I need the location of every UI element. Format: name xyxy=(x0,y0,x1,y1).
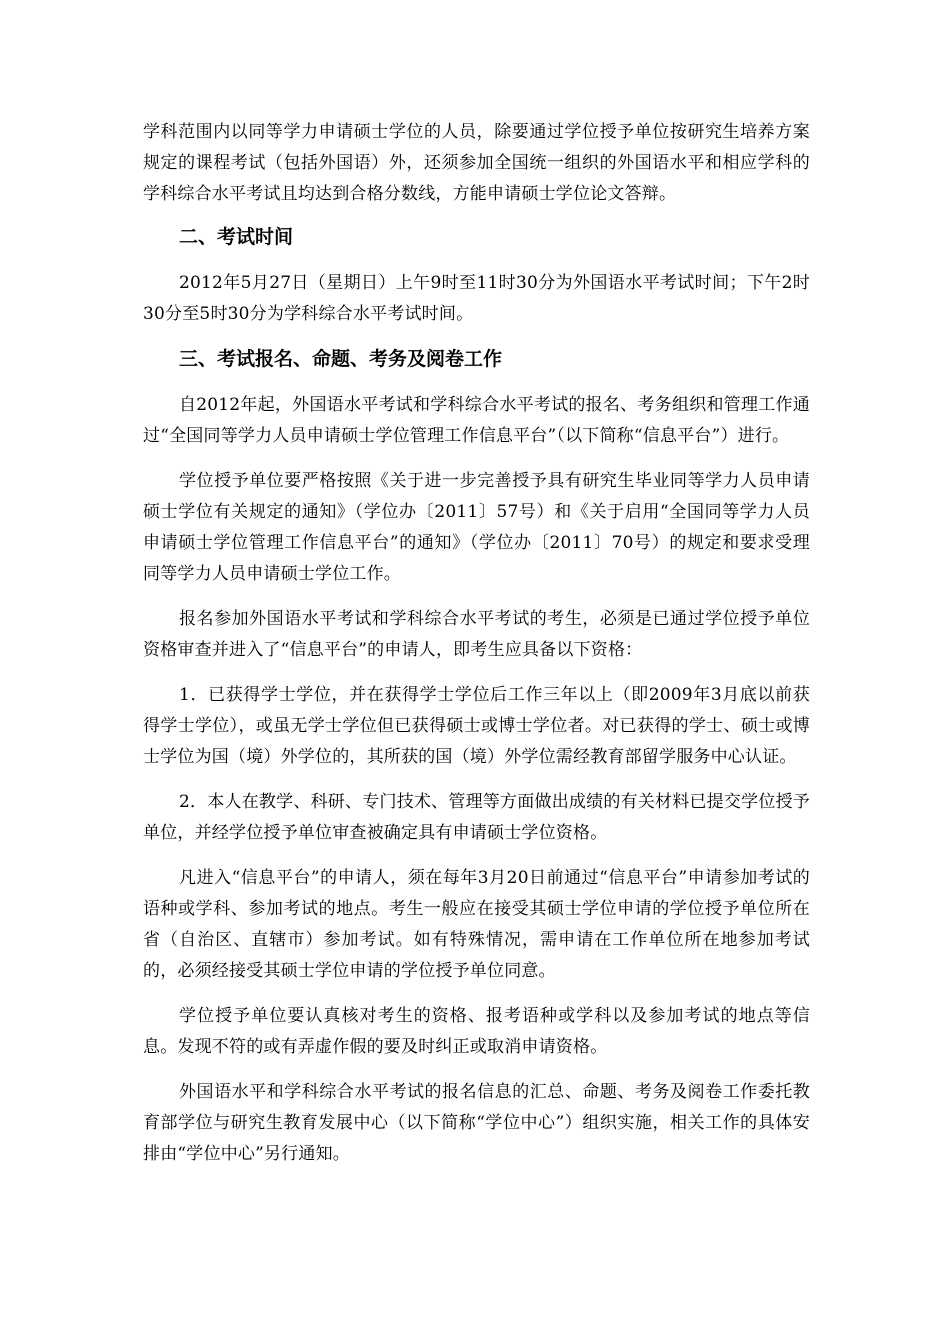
registration-paragraph-6: 外国语水平和学科综合水平考试的报名信息的汇总、命题、考务及阅卷工作委托教育部学位与研究生教育发展中心（以下简称“学位中心”）组织实施，相关工作的具体安排由“学位中心”另行通知。 xyxy=(143,1082,810,1164)
section-heading-registration: 三、考试报名、命题、考务及阅卷工作 xyxy=(179,348,503,370)
qualification-item-2: 2．本人在教学、科研、专门技术、管理等方面做出成绩的有关材料已提交学位授予单位，并经学位授予单位审查被确定具有申请硕士学位资格。 xyxy=(143,792,810,843)
registration-paragraph-2: 学位授予单位要严格按照《关于进一步完善授予具有研究生毕业同等学力人员申请硕士学位有关规定的通知》（学位办〔2011〕57号）和《关于启用“全国同等学力人员申请硕士学位管理工作信息平台”的通知》（学位办〔2011〕70号）的规定和要求受理同等学力人员申请硕士学位工作。 xyxy=(143,471,810,584)
document-page xyxy=(143,117,810,1184)
section-heading-exam-time: 二、考试时间 xyxy=(179,226,294,248)
registration-paragraph-4: 凡进入“信息平台”的申请人，须在每年3月20日前通过“信息平台”申请参加考试的语种或学科、参加考试的地点。考生一般应在接受其硕士学位申请的学位授予单位所在省（自治区、直辖市）参加考试。如有特殊情况，需申请在工作单位所在地参加考试的，必须经接受其硕士学位申请的学位授予单位同意。 xyxy=(143,868,810,981)
exam-time-paragraph: 2012年5月27日（星期日）上午9时至11时30分为外国语水平考试时间；下午2时30分至5时30分为学科综合水平考试时间。 xyxy=(143,273,810,324)
qualification-item-1: 1．已获得学士学位，并在获得学士学位后工作三年以上（即2009年3月底以前获得学士学位），或虽无学士学位但已获得硕士或博士学位者。对已获得的学士、硕士或博士学位为国（境）外学位的，其所获的国（境）外学位需经教育部留学服务中心认证。 xyxy=(143,685,810,767)
intro-paragraph: 学科范围内以同等学力申请硕士学位的人员，除要通过学位授予单位按研究生培养方案规定的课程考试（包括外国语）外，还须参加全国统一组织的外国语水平和相应学科的学科综合水平考试且均达到合格分数线，方能申请硕士学位论文答辩。 xyxy=(143,122,810,204)
registration-paragraph-5: 学位授予单位要认真核对考生的资格、报考语种或学科以及参加考试的地点等信息。发现不符的或有弄虚作假的要及时纠正或取消申请资格。 xyxy=(143,1006,810,1057)
registration-paragraph-1: 自2012年起，外国语水平考试和学科综合水平考试的报名、考务组织和管理工作通过“全国同等学力人员申请硕士学位管理工作信息平台”（以下简称“信息平台”）进行。 xyxy=(143,395,810,446)
registration-paragraph-3: 报名参加外国语水平考试和学科综合水平考试的考生，必须是已通过学位授予单位资格审查并进入了“信息平台”的申请人，即考生应具备以下资格： xyxy=(143,609,810,660)
